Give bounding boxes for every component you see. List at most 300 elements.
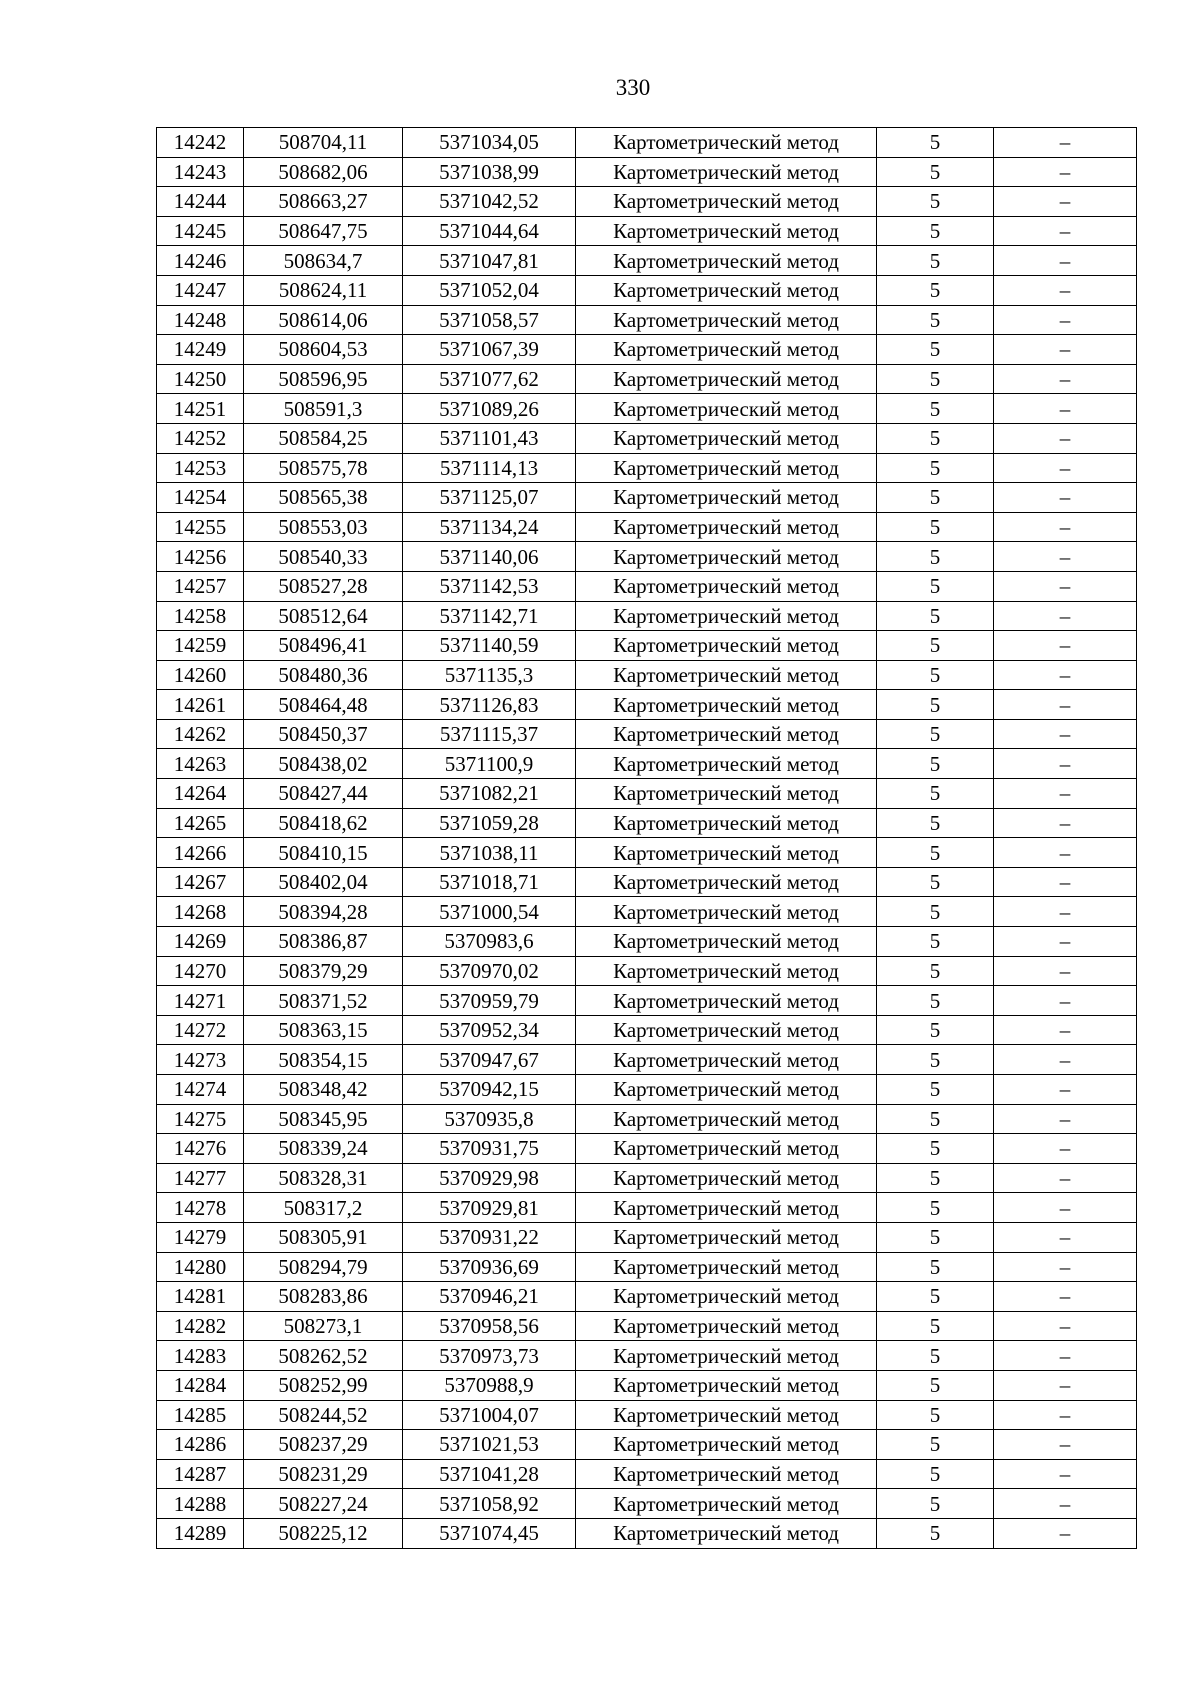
x-coordinate-cell: 508647,75 <box>244 216 403 246</box>
x-coordinate-cell: 508575,78 <box>244 453 403 483</box>
y-coordinate-cell: 5371038,11 <box>403 838 576 868</box>
y-coordinate-cell: 5370988,9 <box>403 1370 576 1400</box>
method-cell: Картометрический метод <box>576 423 877 453</box>
accuracy-cell: 5 <box>877 1282 994 1312</box>
description-cell: – <box>994 364 1137 394</box>
method-cell: Картометрический метод <box>576 1430 877 1460</box>
y-coordinate-cell: 5371047,81 <box>403 246 576 276</box>
x-coordinate-cell: 508624,11 <box>244 275 403 305</box>
description-cell: – <box>994 956 1137 986</box>
accuracy-cell: 5 <box>877 483 994 513</box>
x-coordinate-cell: 508386,87 <box>244 927 403 957</box>
method-cell: Картометрический метод <box>576 631 877 661</box>
table-row <box>157 216 1137 246</box>
accuracy-cell: 5 <box>877 719 994 749</box>
point-number-cell: 14267 <box>157 867 244 897</box>
accuracy-cell: 5 <box>877 1459 994 1489</box>
method-cell: Картометрический метод <box>576 1075 877 1105</box>
x-coordinate-cell: 508410,15 <box>244 838 403 868</box>
description-cell: – <box>994 246 1137 276</box>
accuracy-cell: 5 <box>877 275 994 305</box>
method-cell: Картометрический метод <box>576 571 877 601</box>
description-cell: – <box>994 867 1137 897</box>
accuracy-cell: 5 <box>877 1400 994 1430</box>
method-cell: Картометрический метод <box>576 1370 877 1400</box>
method-cell: Картометрический метод <box>576 601 877 631</box>
y-coordinate-cell: 5370935,8 <box>403 1104 576 1134</box>
accuracy-cell: 5 <box>877 512 994 542</box>
point-number-cell: 14244 <box>157 187 244 217</box>
y-coordinate-cell: 5371100,9 <box>403 749 576 779</box>
description-cell: – <box>994 927 1137 957</box>
accuracy-cell: 5 <box>877 838 994 868</box>
point-number-cell: 14283 <box>157 1341 244 1371</box>
x-coordinate-cell: 508305,91 <box>244 1222 403 1252</box>
description-cell: – <box>994 838 1137 868</box>
method-cell: Картометрический метод <box>576 808 877 838</box>
point-number-cell: 14276 <box>157 1134 244 1164</box>
accuracy-cell: 5 <box>877 1222 994 1252</box>
x-coordinate-cell: 508663,27 <box>244 187 403 217</box>
table-row <box>157 1341 1137 1371</box>
description-cell: – <box>994 275 1137 305</box>
y-coordinate-cell: 5371142,53 <box>403 571 576 601</box>
table-row <box>157 986 1137 1016</box>
accuracy-cell: 5 <box>877 542 994 572</box>
description-cell: – <box>994 779 1137 809</box>
table-row <box>157 1104 1137 1134</box>
description-cell: – <box>994 305 1137 335</box>
table-row <box>157 1015 1137 1045</box>
table-row <box>157 1489 1137 1519</box>
y-coordinate-cell: 5370959,79 <box>403 986 576 1016</box>
point-number-cell: 14281 <box>157 1282 244 1312</box>
accuracy-cell: 5 <box>877 749 994 779</box>
description-cell: – <box>994 483 1137 513</box>
point-number-cell: 14279 <box>157 1222 244 1252</box>
table-row <box>157 187 1137 217</box>
point-number-cell: 14254 <box>157 483 244 513</box>
x-coordinate-cell: 508591,3 <box>244 394 403 424</box>
table-row <box>157 779 1137 809</box>
coordinates-table <box>156 127 1137 1549</box>
y-coordinate-cell: 5370973,73 <box>403 1341 576 1371</box>
y-coordinate-cell: 5371114,13 <box>403 453 576 483</box>
x-coordinate-cell: 508512,64 <box>244 601 403 631</box>
x-coordinate-cell: 508427,44 <box>244 779 403 809</box>
method-cell: Картометрический метод <box>576 1459 877 1489</box>
method-cell: Картометрический метод <box>576 512 877 542</box>
table-row <box>157 601 1137 631</box>
x-coordinate-cell: 508273,1 <box>244 1311 403 1341</box>
point-number-cell: 14243 <box>157 157 244 187</box>
y-coordinate-cell: 5371021,53 <box>403 1430 576 1460</box>
accuracy-cell: 5 <box>877 660 994 690</box>
y-coordinate-cell: 5370931,22 <box>403 1222 576 1252</box>
x-coordinate-cell: 508227,24 <box>244 1489 403 1519</box>
accuracy-cell: 5 <box>877 571 994 601</box>
method-cell: Картометрический метод <box>576 1518 877 1548</box>
accuracy-cell: 5 <box>877 423 994 453</box>
point-number-cell: 14255 <box>157 512 244 542</box>
description-cell: – <box>994 1252 1137 1282</box>
description-cell: – <box>994 1518 1137 1548</box>
description-cell: – <box>994 1104 1137 1134</box>
point-number-cell: 14261 <box>157 690 244 720</box>
point-number-cell: 14251 <box>157 394 244 424</box>
method-cell: Картометрический метод <box>576 986 877 1016</box>
x-coordinate-cell: 508231,29 <box>244 1459 403 1489</box>
table-row <box>157 305 1137 335</box>
point-number-cell: 14268 <box>157 897 244 927</box>
description-cell: – <box>994 453 1137 483</box>
description-cell: – <box>994 335 1137 365</box>
method-cell: Картометрический метод <box>576 1252 877 1282</box>
y-coordinate-cell: 5371052,04 <box>403 275 576 305</box>
x-coordinate-cell: 508244,52 <box>244 1400 403 1430</box>
point-number-cell: 14247 <box>157 275 244 305</box>
method-cell: Картометрический метод <box>576 246 877 276</box>
x-coordinate-cell: 508464,48 <box>244 690 403 720</box>
table-row <box>157 1045 1137 1075</box>
table-row <box>157 512 1137 542</box>
description-cell: – <box>994 187 1137 217</box>
x-coordinate-cell: 508584,25 <box>244 423 403 453</box>
y-coordinate-cell: 5371140,06 <box>403 542 576 572</box>
point-number-cell: 14277 <box>157 1163 244 1193</box>
y-coordinate-cell: 5370929,81 <box>403 1193 576 1223</box>
method-cell: Картометрический метод <box>576 187 877 217</box>
accuracy-cell: 5 <box>877 1252 994 1282</box>
point-number-cell: 14286 <box>157 1430 244 1460</box>
point-number-cell: 14273 <box>157 1045 244 1075</box>
table-row <box>157 1193 1137 1223</box>
point-number-cell: 14266 <box>157 838 244 868</box>
x-coordinate-cell: 508565,38 <box>244 483 403 513</box>
point-number-cell: 14272 <box>157 1015 244 1045</box>
accuracy-cell: 5 <box>877 986 994 1016</box>
table-body <box>157 128 1137 1549</box>
method-cell: Картометрический метод <box>576 1045 877 1075</box>
table-row <box>157 1222 1137 1252</box>
description-cell: – <box>994 631 1137 661</box>
table-row <box>157 1430 1137 1460</box>
description-cell: – <box>994 1075 1137 1105</box>
x-coordinate-cell: 508317,2 <box>244 1193 403 1223</box>
table-row <box>157 631 1137 661</box>
description-cell: – <box>994 1163 1137 1193</box>
point-number-cell: 14269 <box>157 927 244 957</box>
description-cell: – <box>994 660 1137 690</box>
y-coordinate-cell: 5371044,64 <box>403 216 576 246</box>
y-coordinate-cell: 5371125,07 <box>403 483 576 513</box>
y-coordinate-cell: 5371082,21 <box>403 779 576 809</box>
accuracy-cell: 5 <box>877 631 994 661</box>
accuracy-cell: 5 <box>877 1489 994 1519</box>
y-coordinate-cell: 5371134,24 <box>403 512 576 542</box>
point-number-cell: 14250 <box>157 364 244 394</box>
accuracy-cell: 5 <box>877 128 994 158</box>
x-coordinate-cell: 508438,02 <box>244 749 403 779</box>
x-coordinate-cell: 508704,11 <box>244 128 403 158</box>
y-coordinate-cell: 5371059,28 <box>403 808 576 838</box>
y-coordinate-cell: 5371067,39 <box>403 335 576 365</box>
method-cell: Картометрический метод <box>576 394 877 424</box>
point-number-cell: 14275 <box>157 1104 244 1134</box>
table-row <box>157 690 1137 720</box>
accuracy-cell: 5 <box>877 335 994 365</box>
x-coordinate-cell: 508553,03 <box>244 512 403 542</box>
accuracy-cell: 5 <box>877 1015 994 1045</box>
method-cell: Картометрический метод <box>576 897 877 927</box>
method-cell: Картометрический метод <box>576 542 877 572</box>
point-number-cell: 14249 <box>157 335 244 365</box>
description-cell: – <box>994 423 1137 453</box>
point-number-cell: 14259 <box>157 631 244 661</box>
description-cell: – <box>994 394 1137 424</box>
x-coordinate-cell: 508225,12 <box>244 1518 403 1548</box>
table-row <box>157 1518 1137 1548</box>
table-row <box>157 1370 1137 1400</box>
y-coordinate-cell: 5370936,69 <box>403 1252 576 1282</box>
y-coordinate-cell: 5371101,43 <box>403 423 576 453</box>
table-row <box>157 1075 1137 1105</box>
y-coordinate-cell: 5371034,05 <box>403 128 576 158</box>
accuracy-cell: 5 <box>877 1518 994 1548</box>
x-coordinate-cell: 508363,15 <box>244 1015 403 1045</box>
description-cell: – <box>994 542 1137 572</box>
method-cell: Картометрический метод <box>576 660 877 690</box>
point-number-cell: 14278 <box>157 1193 244 1223</box>
accuracy-cell: 5 <box>877 1104 994 1134</box>
description-cell: – <box>994 749 1137 779</box>
x-coordinate-cell: 508348,42 <box>244 1075 403 1105</box>
point-number-cell: 14264 <box>157 779 244 809</box>
table-row <box>157 571 1137 601</box>
accuracy-cell: 5 <box>877 690 994 720</box>
description-cell: – <box>994 1459 1137 1489</box>
description-cell: – <box>994 690 1137 720</box>
x-coordinate-cell: 508262,52 <box>244 1341 403 1371</box>
method-cell: Картометрический метод <box>576 690 877 720</box>
point-number-cell: 14263 <box>157 749 244 779</box>
y-coordinate-cell: 5370952,34 <box>403 1015 576 1045</box>
x-coordinate-cell: 508371,52 <box>244 986 403 1016</box>
y-coordinate-cell: 5370983,6 <box>403 927 576 957</box>
y-coordinate-cell: 5371089,26 <box>403 394 576 424</box>
y-coordinate-cell: 5370947,67 <box>403 1045 576 1075</box>
point-number-cell: 14262 <box>157 719 244 749</box>
table-row <box>157 808 1137 838</box>
x-coordinate-cell: 508604,53 <box>244 335 403 365</box>
description-cell: – <box>994 719 1137 749</box>
x-coordinate-cell: 508354,15 <box>244 1045 403 1075</box>
point-number-cell: 14257 <box>157 571 244 601</box>
method-cell: Картометрический метод <box>576 157 877 187</box>
description-cell: – <box>994 1282 1137 1312</box>
accuracy-cell: 5 <box>877 1045 994 1075</box>
accuracy-cell: 5 <box>877 305 994 335</box>
description-cell: – <box>994 128 1137 158</box>
description-cell: – <box>994 1015 1137 1045</box>
accuracy-cell: 5 <box>877 1193 994 1223</box>
accuracy-cell: 5 <box>877 187 994 217</box>
table-row <box>157 867 1137 897</box>
method-cell: Картометрический метод <box>576 838 877 868</box>
x-coordinate-cell: 508294,79 <box>244 1252 403 1282</box>
x-coordinate-cell: 508634,7 <box>244 246 403 276</box>
description-cell: – <box>994 1370 1137 1400</box>
description-cell: – <box>994 1489 1137 1519</box>
accuracy-cell: 5 <box>877 394 994 424</box>
x-coordinate-cell: 508402,04 <box>244 867 403 897</box>
description-cell: – <box>994 512 1137 542</box>
method-cell: Картометрический метод <box>576 719 877 749</box>
y-coordinate-cell: 5370946,21 <box>403 1282 576 1312</box>
table-row <box>157 838 1137 868</box>
y-coordinate-cell: 5371074,45 <box>403 1518 576 1548</box>
x-coordinate-cell: 508450,37 <box>244 719 403 749</box>
y-coordinate-cell: 5371000,54 <box>403 897 576 927</box>
point-number-cell: 14289 <box>157 1518 244 1548</box>
y-coordinate-cell: 5371135,3 <box>403 660 576 690</box>
description-cell: – <box>994 601 1137 631</box>
point-number-cell: 14280 <box>157 1252 244 1282</box>
description-cell: – <box>994 1430 1137 1460</box>
table-row <box>157 956 1137 986</box>
table-row <box>157 453 1137 483</box>
x-coordinate-cell: 508252,99 <box>244 1370 403 1400</box>
table-row <box>157 1134 1137 1164</box>
description-cell: – <box>994 571 1137 601</box>
point-number-cell: 14248 <box>157 305 244 335</box>
table-row <box>157 1400 1137 1430</box>
table-row <box>157 128 1137 158</box>
accuracy-cell: 5 <box>877 453 994 483</box>
point-number-cell: 14271 <box>157 986 244 1016</box>
method-cell: Картометрический метод <box>576 1311 877 1341</box>
point-number-cell: 14242 <box>157 128 244 158</box>
accuracy-cell: 5 <box>877 1163 994 1193</box>
y-coordinate-cell: 5371140,59 <box>403 631 576 661</box>
x-coordinate-cell: 508379,29 <box>244 956 403 986</box>
point-number-cell: 14287 <box>157 1459 244 1489</box>
method-cell: Картометрический метод <box>576 483 877 513</box>
accuracy-cell: 5 <box>877 1430 994 1460</box>
table-row <box>157 1282 1137 1312</box>
accuracy-cell: 5 <box>877 927 994 957</box>
y-coordinate-cell: 5371077,62 <box>403 364 576 394</box>
y-coordinate-cell: 5371018,71 <box>403 867 576 897</box>
table-row <box>157 364 1137 394</box>
point-number-cell: 14246 <box>157 246 244 276</box>
x-coordinate-cell: 508328,31 <box>244 1163 403 1193</box>
accuracy-cell: 5 <box>877 1370 994 1400</box>
method-cell: Картометрический метод <box>576 1341 877 1371</box>
point-number-cell: 14284 <box>157 1370 244 1400</box>
accuracy-cell: 5 <box>877 808 994 838</box>
table-row <box>157 394 1137 424</box>
method-cell: Картометрический метод <box>576 275 877 305</box>
table-row <box>157 483 1137 513</box>
accuracy-cell: 5 <box>877 779 994 809</box>
x-coordinate-cell: 508480,36 <box>244 660 403 690</box>
accuracy-cell: 5 <box>877 601 994 631</box>
y-coordinate-cell: 5370958,56 <box>403 1311 576 1341</box>
accuracy-cell: 5 <box>877 216 994 246</box>
accuracy-cell: 5 <box>877 246 994 276</box>
point-number-cell: 14252 <box>157 423 244 453</box>
method-cell: Картометрический метод <box>576 1400 877 1430</box>
x-coordinate-cell: 508527,28 <box>244 571 403 601</box>
y-coordinate-cell: 5371058,92 <box>403 1489 576 1519</box>
point-number-cell: 14253 <box>157 453 244 483</box>
method-cell: Картометрический метод <box>576 1134 877 1164</box>
accuracy-cell: 5 <box>877 1134 994 1164</box>
point-number-cell: 14288 <box>157 1489 244 1519</box>
x-coordinate-cell: 508394,28 <box>244 897 403 927</box>
point-number-cell: 14245 <box>157 216 244 246</box>
y-coordinate-cell: 5370942,15 <box>403 1075 576 1105</box>
table-row <box>157 335 1137 365</box>
description-cell: – <box>994 1045 1137 1075</box>
point-number-cell: 14256 <box>157 542 244 572</box>
accuracy-cell: 5 <box>877 1311 994 1341</box>
method-cell: Картометрический метод <box>576 1015 877 1045</box>
table-row <box>157 246 1137 276</box>
point-number-cell: 14260 <box>157 660 244 690</box>
accuracy-cell: 5 <box>877 867 994 897</box>
table-row <box>157 927 1137 957</box>
table-row <box>157 542 1137 572</box>
description-cell: – <box>994 216 1137 246</box>
description-cell: – <box>994 1222 1137 1252</box>
x-coordinate-cell: 508540,33 <box>244 542 403 572</box>
method-cell: Картометрический метод <box>576 1193 877 1223</box>
x-coordinate-cell: 508283,86 <box>244 1282 403 1312</box>
accuracy-cell: 5 <box>877 897 994 927</box>
method-cell: Картометрический метод <box>576 128 877 158</box>
y-coordinate-cell: 5370929,98 <box>403 1163 576 1193</box>
point-number-cell: 14270 <box>157 956 244 986</box>
table-row <box>157 275 1137 305</box>
description-cell: – <box>994 1341 1137 1371</box>
table-row <box>157 157 1137 187</box>
accuracy-cell: 5 <box>877 364 994 394</box>
y-coordinate-cell: 5370931,75 <box>403 1134 576 1164</box>
x-coordinate-cell: 508345,95 <box>244 1104 403 1134</box>
table-row <box>157 1163 1137 1193</box>
method-cell: Картометрический метод <box>576 1282 877 1312</box>
description-cell: – <box>994 808 1137 838</box>
y-coordinate-cell: 5371038,99 <box>403 157 576 187</box>
y-coordinate-cell: 5370970,02 <box>403 956 576 986</box>
table-row <box>157 423 1137 453</box>
y-coordinate-cell: 5371004,07 <box>403 1400 576 1430</box>
y-coordinate-cell: 5371126,83 <box>403 690 576 720</box>
y-coordinate-cell: 5371041,28 <box>403 1459 576 1489</box>
x-coordinate-cell: 508237,29 <box>244 1430 403 1460</box>
x-coordinate-cell: 508418,62 <box>244 808 403 838</box>
method-cell: Картометрический метод <box>576 216 877 246</box>
table-row <box>157 719 1137 749</box>
x-coordinate-cell: 508682,06 <box>244 157 403 187</box>
point-number-cell: 14265 <box>157 808 244 838</box>
method-cell: Картометрический метод <box>576 867 877 897</box>
table-row <box>157 660 1137 690</box>
description-cell: – <box>994 897 1137 927</box>
point-number-cell: 14274 <box>157 1075 244 1105</box>
